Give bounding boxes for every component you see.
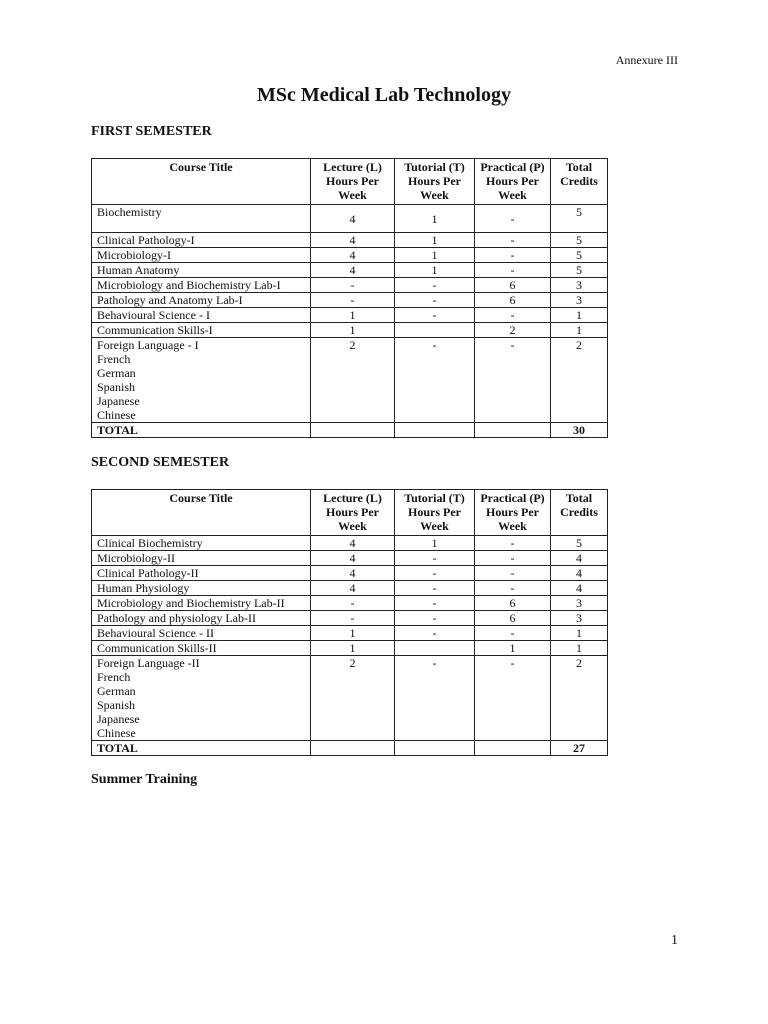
practical-hours: 6 — [475, 611, 551, 626]
tutorial-hours: - — [395, 551, 475, 566]
header-practical: Practical (P) Hours Per Week — [475, 490, 551, 536]
lecture-hours: - — [311, 278, 395, 293]
lecture-hours: 1 — [311, 308, 395, 323]
course-title-cell — [92, 293, 311, 308]
total-credits: 2 — [551, 338, 608, 423]
total-credits: 1 — [551, 323, 608, 338]
language-option: Chinese — [97, 726, 136, 740]
course-title-cell — [92, 626, 311, 641]
lecture-hours: 2 — [311, 656, 395, 741]
course-title-cell — [92, 263, 311, 278]
total-credits: 5 — [551, 263, 608, 278]
table-row — [92, 596, 608, 611]
course-title-cell — [92, 551, 311, 566]
total-credits-value: 30 — [551, 423, 608, 438]
table-row — [92, 205, 608, 233]
table-row — [92, 551, 608, 566]
practical-hours: - — [475, 566, 551, 581]
course-rows — [92, 536, 608, 756]
course-title-cell — [92, 536, 311, 551]
lecture-hours: 4 — [311, 205, 395, 233]
total-credits: 5 — [551, 536, 608, 551]
empty-cell — [475, 423, 551, 438]
course-title: Microbiology and Biochemistry Lab-I — [97, 278, 281, 292]
practical-hours: - — [475, 551, 551, 566]
practical-hours: 6 — [475, 278, 551, 293]
total-credits: 1 — [551, 641, 608, 656]
page-title: MSc Medical Lab Technology — [257, 84, 511, 106]
course-title-cell — [92, 656, 311, 741]
tutorial-hours: 1 — [395, 263, 475, 278]
tutorial-hours: - — [395, 338, 475, 423]
lecture-hours: 4 — [311, 233, 395, 248]
course-title: Human Physiology — [97, 581, 190, 595]
practical-hours: - — [475, 626, 551, 641]
total-credits: 4 — [551, 551, 608, 566]
course-title: Microbiology-II — [97, 551, 175, 565]
total-credits: 1 — [551, 308, 608, 323]
total-credits: 5 — [551, 248, 608, 263]
table-row — [92, 233, 608, 248]
header-credits: Total Credits — [551, 490, 608, 536]
tutorial-hours: - — [395, 596, 475, 611]
course-title: Communication Skills-II — [97, 641, 217, 655]
empty-cell — [395, 423, 475, 438]
tutorial-hours: 1 — [395, 248, 475, 263]
tutorial-hours: - — [395, 611, 475, 626]
table-row — [92, 611, 608, 626]
practical-hours: - — [475, 263, 551, 278]
total-row — [92, 423, 608, 438]
course-title-cell — [92, 566, 311, 581]
practical-hours: 2 — [475, 323, 551, 338]
language-option: Japanese — [97, 394, 140, 408]
annexure-label: Annexure III — [615, 53, 678, 67]
empty-cell — [395, 741, 475, 756]
course-title: Pathology and physiology Lab-II — [97, 611, 256, 625]
tutorial-hours: 1 — [395, 536, 475, 551]
course-title: Pathology and Anatomy Lab-I — [97, 293, 243, 307]
language-option: German — [97, 684, 136, 698]
table-row — [92, 656, 608, 741]
total-row — [92, 741, 608, 756]
course-title-cell — [92, 278, 311, 293]
course-title: Behavioural Science - II — [97, 626, 214, 640]
header-credits: Total Credits — [551, 159, 608, 205]
tutorial-hours: 1 — [395, 233, 475, 248]
total-credits: 2 — [551, 656, 608, 741]
practical-hours: 6 — [475, 293, 551, 308]
tutorial-hours — [395, 641, 475, 656]
practical-hours: - — [475, 536, 551, 551]
tutorial-hours: - — [395, 308, 475, 323]
course-title-cell — [92, 308, 311, 323]
table-row — [92, 278, 608, 293]
course-title: Microbiology and Biochemistry Lab-II — [97, 596, 285, 610]
course-title: Foreign Language - I — [97, 338, 199, 352]
total-credits: 4 — [551, 581, 608, 596]
practical-hours: - — [475, 205, 551, 233]
total-credits-value: 27 — [551, 741, 608, 756]
empty-cell — [475, 741, 551, 756]
tutorial-hours: - — [395, 656, 475, 741]
table-row — [92, 626, 608, 641]
course-title: Communication Skills-I — [97, 323, 213, 337]
practical-hours: 6 — [475, 596, 551, 611]
table-row — [92, 323, 608, 338]
lecture-hours: 1 — [311, 626, 395, 641]
table-row — [92, 338, 608, 423]
semester-heading-1: FIRST SEMESTER — [91, 124, 212, 139]
empty-cell — [311, 423, 395, 438]
lecture-hours: 4 — [311, 551, 395, 566]
language-option: Japanese — [97, 712, 140, 726]
course-title-cell — [92, 641, 311, 656]
course-title: Human Anatomy — [97, 263, 180, 277]
semester-heading-2: SECOND SEMESTER — [91, 455, 230, 470]
lecture-hours: 4 — [311, 536, 395, 551]
header-tutorial: Tutorial (T) Hours Per Week — [395, 490, 475, 536]
course-title: Biochemistry — [97, 205, 162, 219]
course-table-semester-2 — [91, 489, 608, 756]
empty-cell — [311, 741, 395, 756]
tutorial-hours: - — [395, 278, 475, 293]
total-label: TOTAL — [92, 423, 311, 438]
practical-hours: 1 — [475, 641, 551, 656]
lecture-hours: 4 — [311, 581, 395, 596]
course-title-cell — [92, 233, 311, 248]
total-credits: 3 — [551, 278, 608, 293]
table-row — [92, 581, 608, 596]
lecture-hours: 4 — [311, 566, 395, 581]
table-row — [92, 566, 608, 581]
lecture-hours: - — [311, 611, 395, 626]
practical-hours: - — [475, 248, 551, 263]
lecture-hours: 1 — [311, 323, 395, 338]
course-table-semester-1 — [91, 158, 608, 438]
course-title: Clinical Pathology-II — [97, 566, 199, 580]
lecture-hours: 1 — [311, 641, 395, 656]
tutorial-hours: 1 — [395, 205, 475, 233]
total-credits: 1 — [551, 626, 608, 641]
total-credits: 4 — [551, 566, 608, 581]
table-row — [92, 536, 608, 551]
tutorial-hours: - — [395, 626, 475, 641]
tutorial-hours: - — [395, 566, 475, 581]
total-credits: 3 — [551, 293, 608, 308]
total-credits: 5 — [551, 205, 608, 233]
practical-hours: - — [475, 338, 551, 423]
course-title-cell — [92, 611, 311, 626]
course-title-cell — [92, 205, 311, 233]
practical-hours: - — [475, 656, 551, 741]
practical-hours: - — [475, 233, 551, 248]
header-lecture: Lecture (L) Hours Per Week — [311, 490, 395, 536]
table-header-row — [92, 159, 608, 205]
course-title: Clinical Biochemistry — [97, 536, 203, 550]
practical-hours: - — [475, 308, 551, 323]
total-credits: 5 — [551, 233, 608, 248]
lecture-hours: 4 — [311, 263, 395, 278]
total-credits: 3 — [551, 611, 608, 626]
tutorial-hours: - — [395, 293, 475, 308]
tutorial-hours: - — [395, 581, 475, 596]
lecture-hours: 2 — [311, 338, 395, 423]
course-title: Foreign Language -II — [97, 656, 200, 670]
table-row — [92, 308, 608, 323]
header-course-title: Course Title — [92, 159, 311, 205]
header-practical: Practical (P) Hours Per Week — [475, 159, 551, 205]
course-title: Microbiology-I — [97, 248, 171, 262]
course-title-cell — [92, 581, 311, 596]
practical-hours: - — [475, 581, 551, 596]
tutorial-hours — [395, 323, 475, 338]
table-row — [92, 263, 608, 278]
course-title-cell — [92, 596, 311, 611]
language-option: French — [97, 352, 131, 366]
course-rows — [92, 205, 608, 438]
course-title-cell — [92, 323, 311, 338]
language-option: Chinese — [97, 408, 136, 422]
table-header-row — [92, 490, 608, 536]
table-row — [92, 248, 608, 263]
summer-training-heading: Summer Training — [91, 772, 198, 787]
header-lecture: Lecture (L) Hours Per Week — [311, 159, 395, 205]
table-row — [92, 641, 608, 656]
course-title-cell — [92, 338, 311, 423]
lecture-hours: - — [311, 596, 395, 611]
header-tutorial: Tutorial (T) Hours Per Week — [395, 159, 475, 205]
total-label: TOTAL — [92, 741, 311, 756]
lecture-hours: - — [311, 293, 395, 308]
table-row — [92, 293, 608, 308]
header-course-title: Course Title — [92, 490, 311, 536]
language-option: German — [97, 366, 136, 380]
lecture-hours: 4 — [311, 248, 395, 263]
page-number: 1 — [671, 933, 678, 948]
language-option: Spanish — [97, 380, 136, 394]
language-option: Spanish — [97, 698, 136, 712]
total-credits: 3 — [551, 596, 608, 611]
language-option: French — [97, 670, 131, 684]
course-title-cell — [92, 248, 311, 263]
course-title: Behavioural Science - I — [97, 308, 210, 322]
course-title: Clinical Pathology-I — [97, 233, 195, 247]
